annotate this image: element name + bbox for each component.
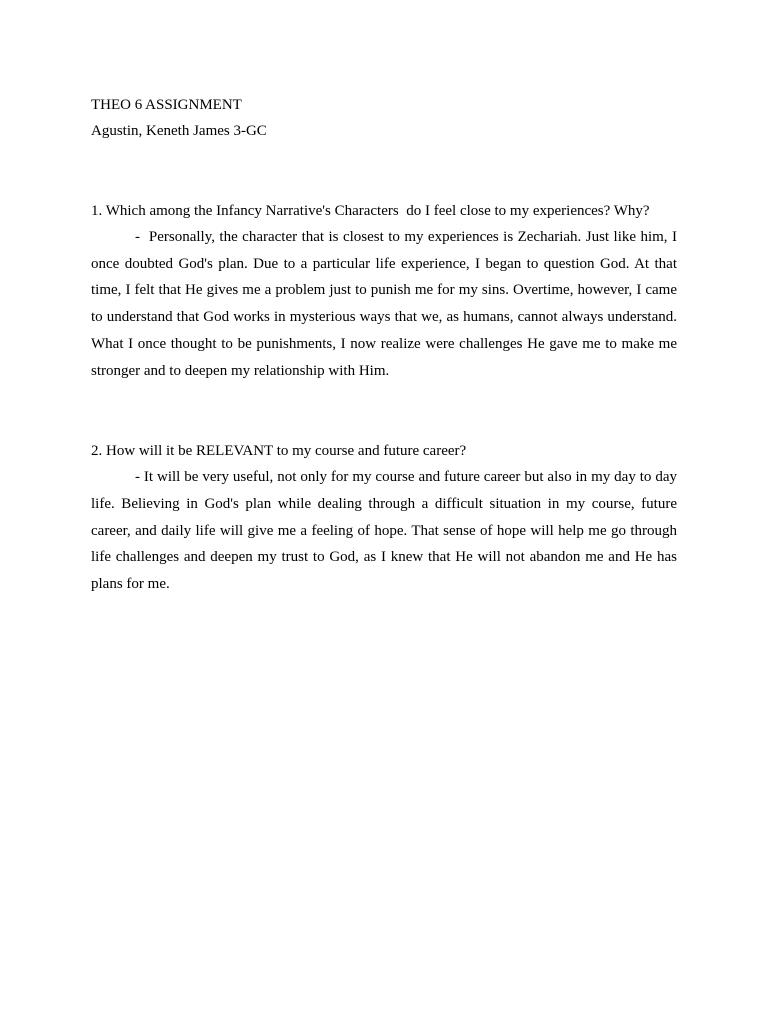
answer-2: - It will be very useful, not only for my course and future career but also in my day to day life. Believing in God's plan while dealing through a difficult situation in my course, future career, and daily life will give me a feeling of hope. That sense of hope will help me go through life challenges and deepen my trust to God, as I knew that He will not abandon me and He has plans for me. xyxy=(91,469,681,593)
question-block-1 xyxy=(91,198,681,384)
document-body xyxy=(91,92,681,598)
question-1: 1. Which among the Infancy Narrative's Characters do I feel close to my experiences? Why? xyxy=(91,203,650,219)
answer-1: - Personally, the character that is closest to my experiences is Zechariah. Just like him, I once doubted God's plan. Due to a particular life experience, I began to question God. At that time, I felt that He gives me a problem just to punish me for my sins. Overtime, however, I came to understand that God works in mysterious ways that we, as humans, cannot always understand. What I once thought to be punishments, I now realize were challenges He gave me to make me stronger and to deepen my relationship with Him. xyxy=(91,229,681,379)
spacer xyxy=(91,144,677,198)
assignment-title: THEO 6 ASSIGNMENT xyxy=(91,97,242,113)
question-block-2 xyxy=(91,438,681,598)
spacer xyxy=(91,384,677,438)
question-2: 2. How will it be RELEVANT to my course and future career? xyxy=(91,443,467,460)
author-line: Agustin, Keneth James 3-GC xyxy=(91,123,267,139)
